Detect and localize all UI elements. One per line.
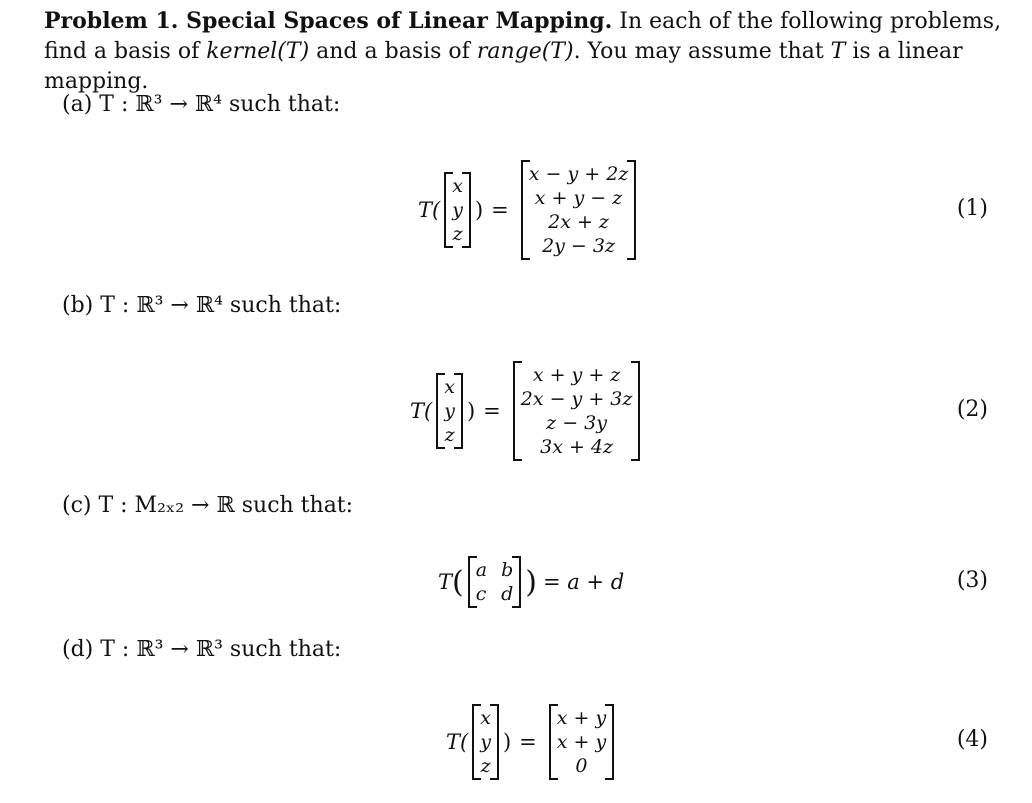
eq4-out-0: x + y bbox=[556, 707, 607, 729]
eq2-out-3: 3x + 4z bbox=[540, 436, 614, 458]
eq1-out-3: 2y − 3z bbox=[542, 235, 615, 257]
eq2-in-0: x bbox=[444, 376, 455, 398]
eq4-out-1: x + y bbox=[556, 731, 607, 753]
eq1-output-vector bbox=[521, 160, 637, 260]
eq1-out-0: x − y + 2z bbox=[528, 163, 629, 185]
eq2-out-2: z − 3y bbox=[546, 412, 607, 434]
eq3-m-d: d bbox=[501, 583, 514, 605]
intro-T: T bbox=[830, 39, 846, 64]
eq-number-1: (1) bbox=[956, 196, 988, 221]
part-d-label: (d) T : ℝ³ → ℝ³ such that: bbox=[62, 637, 342, 662]
eq4-in-0: x bbox=[480, 707, 491, 729]
eq4-in-1: y bbox=[480, 731, 491, 753]
eq4-close: ) bbox=[502, 730, 512, 754]
eq-number-3: (3) bbox=[956, 568, 988, 593]
eq3-m-b: b bbox=[501, 559, 514, 581]
eq1-equals: = bbox=[491, 198, 509, 222]
eq1-in-2: z bbox=[452, 223, 463, 245]
eq3-m-a: a bbox=[475, 559, 488, 581]
intro-text-3: . You may assume that bbox=[573, 39, 831, 64]
part-a-label: (a) T : ℝ³ → ℝ⁴ such that: bbox=[62, 92, 341, 117]
eq3-result: = a + d bbox=[542, 570, 625, 594]
eq4-output-vector bbox=[549, 704, 614, 780]
eq4-T: T( bbox=[446, 730, 469, 754]
eq-number-2: (2) bbox=[956, 397, 988, 422]
eq-number-4: (4) bbox=[956, 727, 988, 752]
eq2-out-0: x + y + z bbox=[532, 364, 621, 386]
eq2-T: T( bbox=[410, 399, 433, 423]
eq2-close: ) bbox=[466, 399, 476, 423]
kernel-term: kernel(T) bbox=[206, 39, 310, 64]
eq4-input-vector bbox=[472, 704, 499, 780]
eq1-out-1: x + y − z bbox=[534, 187, 623, 209]
eq3-matrix bbox=[468, 556, 522, 608]
eq4-in-2: z bbox=[480, 755, 491, 777]
eq1-input-vector bbox=[444, 172, 471, 248]
problem-statement bbox=[44, 6, 1004, 97]
equation-3: T ( a b c d ) = a + d bbox=[438, 550, 624, 614]
eq1-in-0: x bbox=[452, 175, 463, 197]
intro-text-4: is a linear mapping. bbox=[44, 39, 963, 94]
part-c-label: (c) T : M₂ₓ₂ → ℝ such that: bbox=[62, 493, 354, 518]
eq2-in-2: z bbox=[444, 424, 455, 446]
eq4-equals: = bbox=[519, 730, 537, 754]
eq2-in-1: y bbox=[444, 400, 455, 422]
eq1-close: ) bbox=[474, 198, 484, 222]
eq1-out-2: 2x + z bbox=[548, 211, 609, 233]
range-term: range(T) bbox=[476, 39, 574, 64]
eq4-out-2: 0 bbox=[575, 755, 588, 777]
equation-1 bbox=[418, 150, 640, 270]
eq2-output-vector bbox=[513, 361, 641, 461]
intro-text-2: and a basis of bbox=[309, 39, 477, 64]
part-b-label: (b) T : ℝ³ → ℝ⁴ such that: bbox=[62, 293, 342, 318]
problem-heading: Problem 1. Special Spaces of Linear Mapping. bbox=[44, 8, 613, 34]
intro-text-1: In each of the following problems, find a basis of bbox=[44, 9, 1002, 64]
eq2-input-vector bbox=[436, 373, 463, 449]
equation-4 bbox=[446, 694, 618, 790]
eq1-T: T( bbox=[418, 198, 441, 222]
eq2-equals: = bbox=[483, 399, 501, 423]
eq1-in-1: y bbox=[452, 199, 463, 221]
equation-2 bbox=[410, 350, 644, 472]
eq3-m-c: c bbox=[475, 583, 487, 605]
eq2-out-1: 2x − y + 3z bbox=[520, 388, 633, 410]
